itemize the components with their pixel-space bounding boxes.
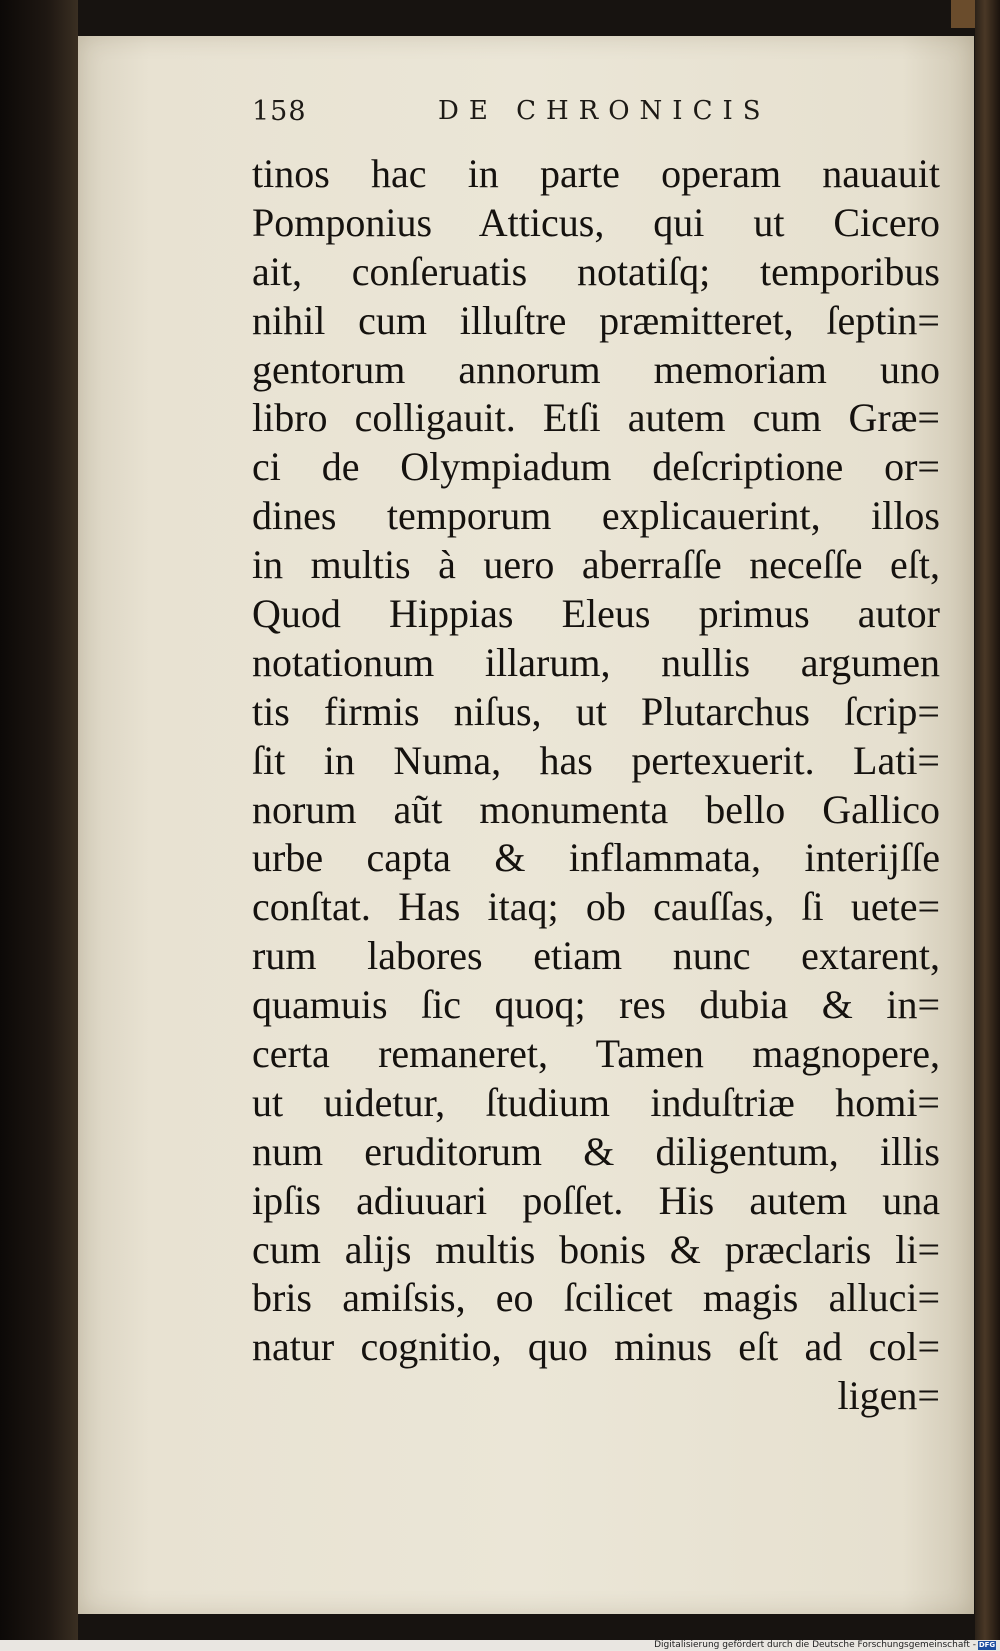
text-line: bris amiſsis, eo ſcilicet magis alluci= (252, 1275, 940, 1321)
text-line: rum labores etiam nunc extarent, (252, 933, 940, 979)
funding-notice: Digitalisierung gefördert durch die Deutsche Forschungsgemeinschaft - (654, 1640, 976, 1650)
text-line: dines temporum explicauerint, illos (252, 493, 940, 539)
text-line: num eruditorum & diligentum, illis (252, 1128, 940, 1174)
text-line: libro colligauit. Etſi autem cum Græ= (252, 395, 940, 441)
text-line: tinos hac in parte operam nauauit (252, 151, 940, 196)
page-header (252, 96, 952, 136)
text-line: Pomponius Atticus, qui ut Cicero (252, 199, 940, 245)
running-title: DE CHRONICIS (438, 96, 771, 126)
text-line: tis firmis niſus, ut Plutarchus ſcrip= (252, 688, 940, 734)
book-binding-left (0, 0, 78, 1651)
text-line: norum aũt monumenta bello Gallico (252, 786, 940, 832)
text-line: urbe capta & inflammata, interijſſe (252, 835, 940, 881)
dfg-logo: DFG (978, 1641, 996, 1649)
text-line: certa remaneret, Tamen magnopere, (252, 1031, 940, 1077)
text-line: conſtat. Has itaq; ob cauſſas, ſi uete= (252, 884, 940, 930)
book-binding-right (975, 0, 1000, 1640)
text-line: Quod Hippias Eleus primus autor (252, 591, 940, 637)
page-number: 158 (252, 96, 307, 127)
digitization-footer (0, 1640, 1000, 1651)
text-line: nihil cum illuſtre præmitteret, ſeptin= (252, 297, 940, 343)
text-line: ci de Olympiadum deſcriptione or= (252, 444, 940, 490)
text-line: natur cognitio, quo minus eſt ad col= (252, 1324, 940, 1370)
text-line: gentorum annorum memoriam uno (252, 346, 940, 392)
text-line: ut uidetur, ſtudium induſtriæ homi= (252, 1079, 940, 1125)
text-line: cum alijs multis bonis & præclaris li= (252, 1226, 940, 1272)
text-line: ſit in Numa, has pertexuerit. Lati= (252, 737, 940, 783)
text-line: notationum illarum, nullis argumen (252, 639, 940, 685)
text-line: in multis à uero aberraſſe neceſſe eſt, (252, 542, 940, 588)
text-line: ait, conſeruatis notatiſq; temporibus (252, 248, 940, 294)
text-line: quamuis ſic quoq; res dubia & in= (252, 982, 940, 1028)
text-line: ipſis adiuuari poſſet. His autem una (252, 1177, 940, 1223)
body-text (252, 150, 940, 1421)
catchword: ligen= (837, 1373, 940, 1419)
